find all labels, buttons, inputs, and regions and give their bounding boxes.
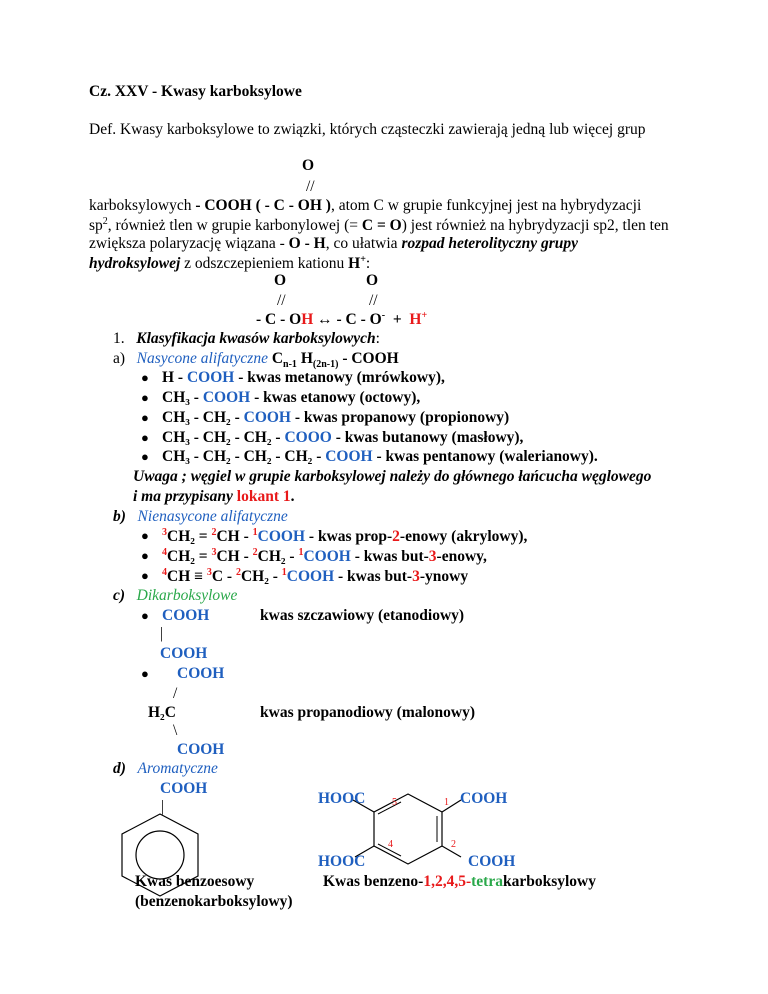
oxalic-name: kwas szczawiowy (etanodiowy)	[260, 607, 465, 624]
cooh-bottom-right: COOH	[468, 853, 516, 870]
benzoic-systematic-name: (benzenokarboksylowy)	[135, 893, 293, 910]
malonic-cooh-top: COOH	[177, 665, 225, 682]
resonance-o-left: O	[274, 272, 287, 289]
hooc-bottom-left: HOOC	[318, 853, 366, 870]
resonance-bond-right: //	[369, 292, 378, 309]
bullet-icon: ●	[141, 666, 149, 681]
resonance-equation: - C - OH ↔ - C - O- + H+	[256, 310, 428, 329]
definition-line-5: hydroksylowej z odszczepieniem kationu H+:	[89, 254, 371, 273]
list-item: CH₃ - CH₂ - CH₂ - COOO - kwas butanowy (masłowy),	[162, 429, 524, 446]
bullet-icon: ●	[141, 449, 149, 464]
bullet-icon: ●	[141, 430, 149, 445]
malonic-ch2: H₂C	[148, 704, 176, 721]
definition-line-4: zwiększa polaryzację wiązana - O - H, co ułatwia rozpad heterolityczny grupy	[89, 235, 578, 252]
subsection-c-heading: c) Dikarboksylowe	[113, 587, 238, 604]
list-item: $^3$CH₂ = $^2$CH - $^1$COOH - kwas prop-2-enowy (akrylowy),	[162, 527, 528, 546]
list-item: CH₃ - CH₂ - CH₂ - CH₂ - COOH - kwas pentanowy (walerianowy).	[162, 448, 598, 465]
page-title: Cz. XXV - Kwasy karboksylowe	[89, 83, 302, 100]
bullet-icon: ●	[141, 370, 149, 385]
locant-1: 1	[444, 797, 449, 808]
tetracarboxylic-name: Kwas benzeno-1,2,4,5-tetrakarboksylowy	[323, 873, 596, 890]
locant-2: 2	[451, 839, 456, 850]
benzoic-bond: |	[161, 798, 165, 815]
malonic-bond-bottom: \	[173, 722, 178, 739]
bullet-icon: ●	[141, 410, 149, 425]
bullet-icon: ●	[141, 390, 149, 405]
definition-line-2: karboksylowych - COOH ( - C - OH ), atom C w grupie funkcyjnej jest na hybrydyzacji	[89, 197, 642, 214]
subsection-a-heading: a) Nasycone alifatyczne $C_{n-1}$ $H_{(2n-1)}$ - COOH	[113, 350, 399, 371]
list-item: H - COOH - kwas metanowy (mrówkowy),	[162, 369, 445, 386]
locant-4: 4	[388, 839, 393, 850]
definition-line-3: $sp^2$, również tlen w grupie karbonylowej (= C = O) jest również na hybrydyzacji sp2, tlen ten	[89, 216, 669, 235]
subsection-d-heading: d) Aromatyczne	[113, 760, 218, 777]
carbonyl-oxygen: O	[302, 157, 315, 174]
cooh-top-right: COOH	[460, 790, 508, 807]
list-item: $^4$CH ≡ $^3$C - $^2$CH₂ - $^1$COOH - kwas but-3-ynowy	[162, 567, 469, 586]
malonic-cooh-bottom: COOH	[177, 741, 225, 758]
definition-line-1: Def. Kwasy karboksylowe to związki, których cząsteczki zawierają jedną lub więcej grup	[89, 121, 646, 138]
list-item: $^4$CH₂ = $^3$CH - $^2$CH₂ - $^1$COOH - kwas but-3-enowy,	[162, 547, 487, 566]
oxalic-bond: |	[160, 625, 164, 642]
note-line-1: Uwaga ; węgiel w grupie karboksylowej należy do głównego łańcucha węglowego	[133, 468, 652, 485]
hooc-top-left: HOOC	[318, 790, 366, 807]
list-item: CH₃ - COOH - kwas etanowy (octowy),	[162, 389, 421, 406]
subsection-b-heading: b) Nienasycone alifatyczne	[113, 508, 288, 525]
section-1-heading: 1. Klasyfikacja kwasów karboksylowych:	[113, 330, 380, 347]
bullet-icon: ●	[141, 548, 149, 563]
resonance-bond-left: //	[277, 292, 286, 309]
note-line-2: i ma przypisany lokant 1.	[133, 488, 295, 505]
malonic-bond-top: /	[173, 685, 178, 702]
bullet-icon: ●	[141, 568, 149, 583]
list-item: CH₃ - CH₂ - COOH - kwas propanowy (propionowy)	[162, 409, 510, 426]
oxalic-cooh-bottom: COOH	[160, 645, 208, 662]
benzoic-name: Kwas benzoesowy	[135, 873, 255, 890]
bullet-icon: ●	[141, 528, 149, 543]
locant-5: 5	[392, 797, 397, 808]
bullet-icon: ●	[141, 608, 149, 623]
malonic-name: kwas propanodiowy (malonowy)	[260, 704, 476, 721]
carbonyl-bond: //	[306, 178, 315, 195]
benzoic-cooh: COOH	[160, 780, 208, 797]
oxalic-cooh-top: COOH	[162, 607, 210, 624]
resonance-o-right: O	[366, 272, 379, 289]
